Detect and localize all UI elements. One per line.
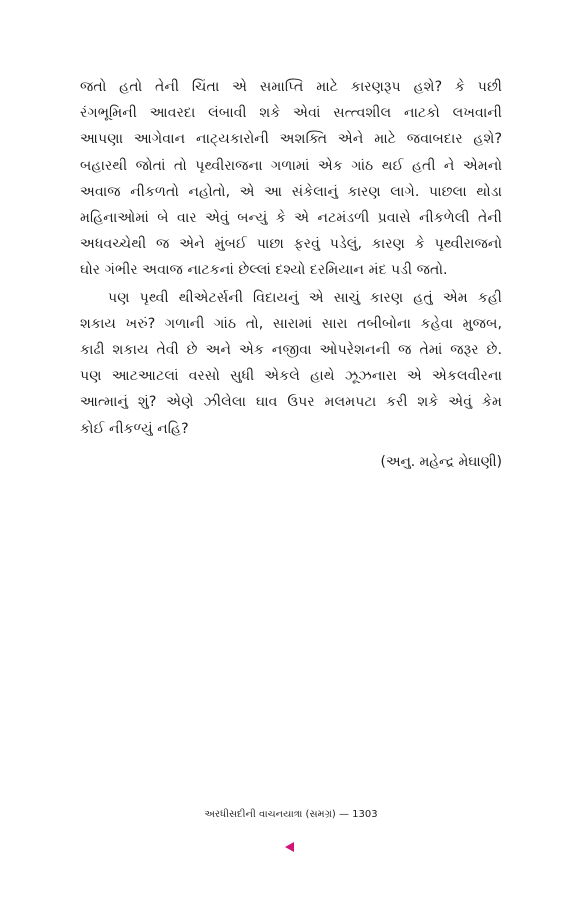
text-line: અધવચ્ચેથી જ એને મુંબઈ પાછા ફરવું પડેલું, કારણ કે પૃથ્વીરાજનો [80, 236, 502, 253]
text-line: શકાય ખરું? ગળાની ગાંઠ તો, સારામાં સારા તબીબોના કહેવા મુજબ, [80, 315, 502, 332]
text-line: કોઈ નીકળ્યું નહિ? [80, 420, 189, 437]
text-line: પણ આટઆટલાં વરસો સુધી એકલે હાથે ઝૂઝનારા એ એકલવીરના [80, 368, 502, 385]
text-line: રંગભૂમિની આવરદા લંબાવી શકે એવાં સત્ત્વશીલ નાટકો લખવાની [80, 105, 502, 122]
text-line: પણ પૃથ્વી થીએટર્સની વિદાયનું એ સાચું કારણ હતું એમ કહી [108, 289, 502, 306]
text-line: અવાજ નીકળતો નહોતો, એ આ સંકેલાનું કારણ લાગે. પાછલા થોડા [80, 183, 502, 200]
text-line: જતો હતો તેની ચિંતા એ સમાપ્તિ માટે કારણરૂપ હશે? કે પછી [80, 79, 502, 95]
text-line: આત્માનું શું? એણે ઝીલેલા ઘાવ ઉપર મલમપટા કરી શકે એવું કેમ [80, 394, 502, 411]
text-line: કાઢી શકાય તેવી છે અને એક નજીવા ઓપરેશનની જ તેમાં જરૂર છે. [80, 342, 502, 359]
text-line: મહિનાઓમાં બે વાર એવું બન્યું કે એ નટમંડળી પ્રવાસે નીકળેલી તેની [80, 210, 502, 227]
page-footer: અરધીસદીની વાચનયાત્રા (સમગ્ર) — 1303 [204, 809, 378, 820]
translator-attribution: (અનુ. મહેન્દ્ર મેઘાણી) [380, 453, 502, 470]
text-line: બહારથી જોતાં તો પૃથ્વીરાજના ગળામાં એક ગાંઠ થઈ હતી ને એમનો [80, 157, 502, 174]
triangle-left-icon[interactable] [285, 842, 294, 852]
text-line: ઘોર ગંભીર અવાજ નાટકનાં છેલ્લાં દશ્યો દરમિયાન મંદ પડી જતો. [80, 262, 448, 279]
paragraph-2 [80, 285, 502, 442]
page-body [80, 74, 502, 474]
paragraph-1 [80, 74, 502, 284]
text-line: આપણા આગેવાન નાટ્યકારોની અશક્તિ એને માટે જવાબદાર હશે? [80, 131, 502, 148]
